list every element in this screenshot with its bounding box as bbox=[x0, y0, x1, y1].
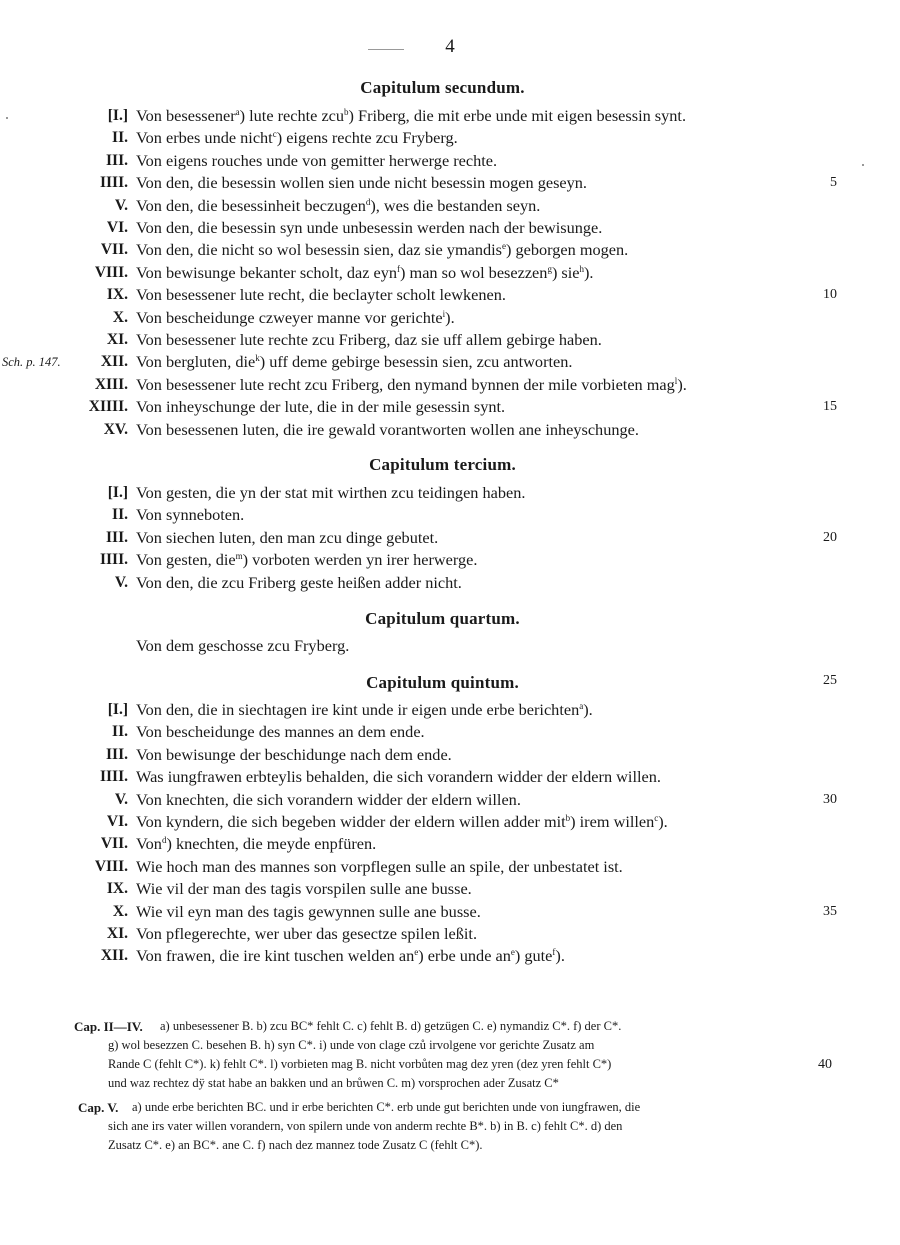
entry-text-part: Von bescheidunge czweyer manne vor gerichte bbox=[136, 307, 443, 327]
entry-number: II. bbox=[112, 723, 128, 741]
entry-text bbox=[136, 150, 497, 172]
chapter-entry bbox=[0, 811, 900, 833]
entry-text-part: Von gesten, die yn der stat mit wirthen zcu teidingen haben. bbox=[136, 483, 526, 502]
chapter-entry bbox=[0, 396, 900, 418]
footnote-marker: c bbox=[272, 129, 277, 140]
entry-text-part: ). bbox=[445, 307, 455, 327]
entry-text-part: Von besessener lute recht, die beclayter scholt lewkenen. bbox=[136, 285, 506, 305]
entry-text-part: Von eigens rouches unde von gemitter herwerge rechte. bbox=[136, 150, 498, 170]
entry-text-part: ) gute bbox=[514, 946, 553, 966]
chapter-entry bbox=[0, 150, 900, 172]
chapter-entry bbox=[0, 789, 900, 811]
entry-text-part: Von synneboten. bbox=[136, 505, 245, 525]
footnote-marker: b bbox=[565, 813, 571, 823]
entry-number: VIII. bbox=[94, 263, 128, 281]
footnote-line: a) unbesessener B. b) zcu BC* fehlt C. c) fehlt B. d) getzügen C. e) nymandiz C*. f) der C*. bbox=[160, 1019, 622, 1033]
entry-text-part: Von kyndern, die sich begeben widder der eldern willen adder mit bbox=[136, 812, 566, 831]
footnote-line: und waz rechtez dÿ stat habe an bakken und an brůwen C. m) vorsprochen ader Zusatz C* bbox=[108, 1076, 559, 1090]
entry-text-part: Von bescheidunge des mannes an dem ende. bbox=[136, 722, 425, 742]
chapter-entry bbox=[0, 766, 900, 788]
entry-text-part: Von den, die in siechtagen ire kint unde ir eigen unde erbe berichten bbox=[136, 700, 580, 719]
entry-text-part: Von den, die besessin wollen sien unde nicht besessin mogen geseyn. bbox=[136, 173, 587, 193]
entry-text-part: Von bewisunge der beschidunge nach dem ende. bbox=[136, 744, 452, 764]
entry-text-part: Von den, die besessinheit beczugen bbox=[136, 195, 366, 215]
chapter-entry bbox=[0, 901, 900, 923]
chapter-entry bbox=[0, 329, 900, 351]
entry-text-part: ). bbox=[583, 700, 593, 719]
chapter-entry bbox=[0, 945, 900, 967]
entry-number: V. bbox=[114, 196, 128, 214]
entry-text bbox=[136, 856, 623, 878]
chapter-entry bbox=[0, 172, 900, 194]
chapter-entry bbox=[0, 127, 900, 149]
entry-text-part: ) irem willen bbox=[570, 812, 655, 831]
chapter-entry bbox=[0, 833, 900, 855]
footnote-line: Zusatz C*. e) an BC*. ane C. f) nach dez mannez tode Zusatz C (fehlt C*). bbox=[108, 1138, 483, 1152]
entry-number: XIIII. bbox=[88, 398, 128, 416]
footnote-line: Rande C (fehlt C*). k) fehlt C*. l) vorbieten mag B. nicht vorbůten mag dez yren (dez yren fehlt C*) bbox=[108, 1057, 612, 1071]
footnote-label-text: Cap. V. bbox=[78, 1100, 119, 1115]
entry-text-part: Von bewisunge bekanter scholt, daz eyn bbox=[136, 262, 398, 282]
chapter-entry bbox=[0, 351, 900, 373]
chapter-entry bbox=[0, 856, 900, 878]
footnote-marker: h bbox=[579, 263, 585, 274]
footnote-label bbox=[78, 1098, 118, 1118]
footnote-marker: a bbox=[579, 701, 584, 711]
footnote-line: sich ane irs vater willen vorandern, von spilern unde von anderm rechte B*. b) in B. c) fehlt C*. d) den bbox=[108, 1119, 623, 1133]
footnote-marker: a bbox=[235, 107, 240, 117]
entry-text bbox=[136, 901, 481, 923]
entry-text-part: Von pflegerechte, wer uber das gesectze spilen leßit. bbox=[136, 924, 478, 943]
chapter-heading: Capitulum secundum. bbox=[360, 78, 525, 97]
entry-text bbox=[136, 396, 505, 418]
chapter-entry bbox=[0, 105, 900, 127]
entry-text-part: Von den, die besessin syn unde unbesessin werden nach der bewisunge. bbox=[136, 218, 603, 237]
chapter-entry bbox=[0, 239, 900, 261]
entry-text bbox=[136, 262, 594, 284]
entry-text-part: Von besessener lute recht zcu Friberg, den nymand bynnen der mile vorbieten mag bbox=[136, 374, 675, 394]
entry-text-part: ) Friberg, die mit erbe unde mit eigen besessin synt. bbox=[348, 106, 687, 125]
footnote-marker: b bbox=[344, 107, 349, 117]
entry-text-part: Von besessener lute rechte zcu Friberg, daz sie uff allem gebirge haben. bbox=[136, 330, 602, 349]
entry-number: V. bbox=[114, 790, 128, 808]
footnote-marker: d bbox=[365, 196, 371, 207]
entry-text bbox=[136, 307, 455, 329]
entry-number: VI. bbox=[106, 219, 128, 236]
chapter-entry bbox=[0, 262, 900, 284]
entry-number: [I.] bbox=[107, 484, 128, 501]
line-number: 30 bbox=[823, 791, 837, 807]
entry-number: X. bbox=[112, 902, 128, 920]
entry-text-part: ). bbox=[677, 374, 687, 394]
entry-text: Von dem geschosse zcu Fryberg. bbox=[136, 636, 350, 655]
chapter-entry bbox=[0, 482, 900, 504]
entry-number: XI. bbox=[106, 331, 128, 348]
entry-number: XIII. bbox=[94, 375, 128, 393]
chapter-entry bbox=[0, 374, 900, 396]
entry-text-part: Von besessener bbox=[136, 106, 236, 125]
entry-text bbox=[136, 923, 477, 945]
entry-text-part: Von gesten, die bbox=[136, 550, 236, 570]
chapter-entry bbox=[0, 419, 900, 441]
entry-text-part: Von den, die zcu Friberg geste heißen adder nicht. bbox=[136, 572, 462, 592]
page-number: 4 bbox=[445, 36, 455, 57]
entry-text bbox=[136, 284, 506, 306]
footnote-marker: m bbox=[235, 551, 243, 562]
entry-text-part: ). bbox=[658, 812, 668, 831]
entry-text-part: Von knechten, die sich vorandern widder der eldern willen. bbox=[136, 789, 521, 809]
entry-number: V. bbox=[114, 573, 128, 591]
entry-number: XV. bbox=[103, 420, 128, 438]
entry-text bbox=[136, 239, 628, 261]
entry-text-part: ) eigens rechte zcu Fryberg. bbox=[276, 128, 458, 148]
footnote-marker: c bbox=[654, 813, 659, 823]
footnote-marker: g bbox=[547, 263, 552, 274]
entry-text bbox=[136, 811, 668, 833]
entry-text-part: ) vorboten werden yn irer herwerge. bbox=[242, 550, 478, 570]
chapter-entry bbox=[0, 699, 900, 721]
entry-number: II. bbox=[112, 506, 128, 524]
line-number: 10 bbox=[823, 287, 837, 303]
chapter-entry bbox=[0, 721, 900, 743]
entry-text-part: Von den, die nicht so wol besessin sien, daz sie ymandis bbox=[136, 240, 502, 260]
entry-text-part: ) lute rechte zcu bbox=[239, 106, 345, 125]
entry-number: III. bbox=[106, 151, 128, 169]
entry-text-part: Von bbox=[136, 834, 162, 854]
chapter-entry bbox=[0, 284, 900, 306]
entry-text-part: Was iungfrawen erbteylis behalden, die sich vorandern widder der eldern willen. bbox=[136, 767, 661, 787]
entry-text-part: ) sie bbox=[551, 262, 580, 282]
footnote-marker: k bbox=[255, 353, 260, 364]
entry-text-part: ) erbe unde an bbox=[418, 946, 511, 966]
entry-number: VI. bbox=[106, 813, 128, 830]
entry-number: III. bbox=[106, 528, 128, 546]
line-number: 40 bbox=[818, 1057, 832, 1072]
entry-text bbox=[136, 549, 477, 571]
entry-text-part: Wie vil eyn man des tagis gewynnen sulle ane busse. bbox=[136, 901, 481, 921]
line-number: 20 bbox=[823, 529, 837, 545]
entry-text-part: ) knechten, die meyde enpfüren. bbox=[166, 834, 377, 854]
entry-text-part: ), wes die bestanden seyn. bbox=[370, 195, 541, 215]
entry-number: IX. bbox=[106, 880, 128, 898]
entry-number: IIII. bbox=[99, 768, 128, 786]
entry-text bbox=[136, 878, 472, 900]
entry-text bbox=[136, 504, 244, 526]
entry-number: X. bbox=[112, 308, 128, 326]
chapter-entry bbox=[0, 504, 900, 526]
entry-text bbox=[136, 744, 452, 766]
entry-text bbox=[136, 172, 587, 194]
chapter-heading: Capitulum tercium. bbox=[369, 455, 516, 474]
entry-text bbox=[136, 217, 602, 239]
chapter-entry bbox=[0, 527, 900, 549]
chapter-entry bbox=[0, 217, 900, 239]
chapter-entry bbox=[0, 744, 900, 766]
chapter-entry bbox=[0, 635, 900, 657]
entry-text-part: Von inheyschunge der lute, die in der mile gesessin synt. bbox=[136, 397, 506, 417]
entry-number: IIII. bbox=[99, 551, 128, 569]
footnote-marker: f bbox=[397, 263, 401, 274]
entry-number: VII. bbox=[100, 835, 128, 853]
entry-text-part: ) geborgen mogen. bbox=[505, 240, 629, 260]
entry-number: XII. bbox=[100, 353, 128, 371]
entry-number: [I.] bbox=[107, 107, 128, 124]
entry-text bbox=[136, 945, 565, 967]
chapter-entry bbox=[0, 923, 900, 945]
footnote-marker: l bbox=[674, 375, 678, 386]
footnote-marker: e bbox=[510, 947, 515, 958]
entry-text bbox=[136, 482, 525, 504]
line-number: 5 bbox=[830, 175, 837, 191]
entry-number: [I.] bbox=[107, 701, 128, 718]
entry-text bbox=[136, 572, 462, 594]
entry-text-part: Wie vil der man des tagis vorspilen sulle ane busse. bbox=[136, 879, 472, 899]
footnote-marker: i bbox=[442, 308, 446, 319]
entry-text-part: Von frawen, die ire kint tuschen welden an bbox=[136, 946, 415, 966]
entry-text bbox=[136, 329, 602, 351]
entry-number: XII. bbox=[100, 947, 128, 965]
footnote-marker: f bbox=[552, 947, 556, 958]
entry-text-part: Von bergluten, die bbox=[136, 352, 256, 372]
margin-reference: Sch. p. 147. bbox=[2, 355, 61, 370]
footnote-line: a) unde erbe berichten BC. und ir erbe berichten C*. erb unde gut berichten unde von iungfrawen, die bbox=[132, 1100, 641, 1114]
chapter-entry bbox=[0, 549, 900, 571]
entry-text bbox=[136, 127, 458, 149]
chapter-entry bbox=[0, 572, 900, 594]
chapter-entry bbox=[0, 307, 900, 329]
entry-number: VII. bbox=[100, 241, 128, 259]
entry-text bbox=[136, 374, 687, 396]
entry-text-part: ). bbox=[584, 262, 594, 282]
entry-number: XI. bbox=[106, 925, 128, 942]
entry-text-part: ) uff deme gebirge besessin sien, zcu antworten. bbox=[259, 352, 573, 372]
entry-text bbox=[136, 833, 376, 855]
line-number: 25 bbox=[823, 673, 837, 688]
entry-number: VIII. bbox=[94, 857, 128, 875]
entry-number: IX. bbox=[106, 286, 128, 304]
line-number: 15 bbox=[823, 399, 837, 415]
entry-text bbox=[136, 527, 438, 549]
footnote-marker: e bbox=[501, 241, 506, 252]
entry-text-part: Von siechen luten, den man zcu dinge gebutet. bbox=[136, 527, 439, 547]
footnote-label-text: Cap. II—IV. bbox=[74, 1019, 143, 1034]
footnote-marker: e bbox=[414, 947, 419, 958]
entry-number: IIII. bbox=[99, 174, 128, 192]
footnote-line: g) wol besezzen C. besehen B. h) syn C*. i) unde von clage czů irvolgene vor gerichte Zusatz am bbox=[108, 1038, 595, 1052]
entry-text bbox=[136, 351, 572, 373]
line-number: 35 bbox=[823, 903, 837, 919]
entry-text-part: Von erbes unde nicht bbox=[136, 128, 273, 148]
entry-text bbox=[136, 766, 661, 788]
footnote-marker: d bbox=[161, 835, 167, 846]
entry-text bbox=[136, 789, 521, 811]
footnote-label bbox=[74, 1017, 143, 1037]
entry-number: II. bbox=[112, 129, 128, 147]
entry-text-part: ). bbox=[555, 946, 565, 966]
entry-text-part: Von besessenen luten, die ire gewald vorantworten wollen ane inheyschunge. bbox=[136, 419, 639, 439]
chapter-entry bbox=[0, 195, 900, 217]
entry-text bbox=[136, 419, 639, 441]
chapter-heading: Capitulum quartum. bbox=[365, 609, 520, 628]
chapter-entry bbox=[0, 878, 900, 900]
entry-text bbox=[136, 195, 540, 217]
entry-text-part: Wie hoch man des mannes son vorpflegen sulle an spile, der unbestatet ist. bbox=[136, 856, 623, 876]
entry-text bbox=[136, 699, 593, 721]
entry-text bbox=[136, 105, 686, 127]
chapter-heading: Capitulum quintum. bbox=[366, 673, 519, 692]
entry-number: III. bbox=[106, 745, 128, 763]
entry-text-part: ) man so wol besezzen bbox=[400, 262, 548, 282]
entry-text bbox=[136, 721, 425, 743]
